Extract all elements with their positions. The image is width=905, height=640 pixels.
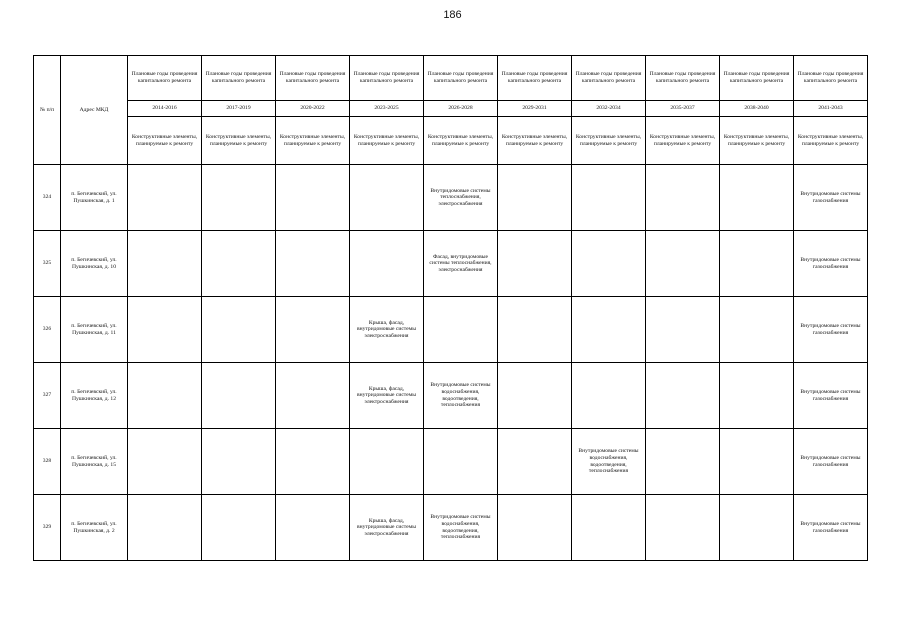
repair-elements-cell xyxy=(720,297,794,363)
repair-elements-cell: Крыша, фасад, внутридомовые системы электроснабжения xyxy=(350,495,424,561)
repair-elements-cell: Внутридомовые системы газоснабжения xyxy=(794,495,868,561)
repair-elements-cell: Внутридомовые системы газоснабжения xyxy=(794,363,868,429)
period-years-header: Плановые годы проведения капитального ремонта xyxy=(128,56,202,101)
num-column-header: № п/п xyxy=(34,56,61,165)
page-number: 186 xyxy=(443,9,462,21)
repair-elements-cell xyxy=(720,165,794,231)
repair-elements-cell xyxy=(276,363,350,429)
repair-elements-cell xyxy=(128,429,202,495)
repair-elements-cell xyxy=(720,495,794,561)
row-number-cell: 328 xyxy=(34,429,61,495)
table-header xyxy=(34,56,868,165)
period-range-header: 2038-2040 xyxy=(720,101,794,117)
repair-elements-cell: Крыша, фасад, внутридомовые системы электроснабжения xyxy=(350,297,424,363)
row-number-cell: 324 xyxy=(34,165,61,231)
row-number-cell: 325 xyxy=(34,231,61,297)
period-range-header: 2035-2037 xyxy=(646,101,720,117)
repair-elements-cell: Внутридомовые системы водоснабжения, водоотведения, теплоснабжения xyxy=(572,429,646,495)
repair-elements-cell xyxy=(646,165,720,231)
period-years-header: Плановые годы проведения капитального ремонта xyxy=(350,56,424,101)
period-range-header: 2029-2031 xyxy=(498,101,572,117)
address-cell: п. Бегичевский, ул. Пушкинская, д. 10 xyxy=(61,231,128,297)
period-elements-header: Конструктивные элементы, планируемые к ремонту xyxy=(646,117,720,165)
repair-elements-cell xyxy=(572,231,646,297)
repair-elements-cell xyxy=(128,363,202,429)
repair-elements-cell xyxy=(498,297,572,363)
repair-elements-cell xyxy=(646,231,720,297)
repair-elements-cell xyxy=(646,495,720,561)
repair-elements-cell xyxy=(202,429,276,495)
repair-elements-cell xyxy=(498,363,572,429)
period-range-header: 2017-2019 xyxy=(202,101,276,117)
period-years-header: Плановые годы проведения капитального ремонта xyxy=(202,56,276,101)
repair-elements-cell: Внутридомовые системы газоснабжения xyxy=(794,429,868,495)
repair-elements-cell xyxy=(202,231,276,297)
repair-elements-cell xyxy=(424,297,498,363)
address-cell: п. Бегичевский, ул. Пушкинская, д. 2 xyxy=(61,495,128,561)
repair-elements-cell xyxy=(276,231,350,297)
repair-elements-cell: Внутридомовые системы газоснабжения xyxy=(794,297,868,363)
repair-elements-cell xyxy=(572,297,646,363)
repair-elements-cell xyxy=(646,429,720,495)
row-number-cell: 329 xyxy=(34,495,61,561)
repair-elements-cell xyxy=(720,363,794,429)
period-years-header: Плановые годы проведения капитального ремонта xyxy=(794,56,868,101)
repair-elements-cell: Внутридомовые системы газоснабжения xyxy=(794,231,868,297)
period-elements-header: Конструктивные элементы, планируемые к ремонту xyxy=(128,117,202,165)
period-years-header: Плановые годы проведения капитального ремонта xyxy=(498,56,572,101)
repair-elements-cell xyxy=(572,165,646,231)
table-row xyxy=(34,297,868,363)
address-cell: п. Бегичевский, ул. Пушкинская, д. 12 xyxy=(61,363,128,429)
period-elements-header: Конструктивные элементы, планируемые к ремонту xyxy=(276,117,350,165)
address-cell: п. Бегичевский, ул. Пушкинская, д. 15 xyxy=(61,429,128,495)
repair-elements-cell xyxy=(498,165,572,231)
repair-elements-cell xyxy=(572,363,646,429)
repair-elements-cell xyxy=(350,165,424,231)
repair-elements-cell xyxy=(202,165,276,231)
period-range-header: 2014-2016 xyxy=(128,101,202,117)
period-elements-header: Конструктивные элементы, планируемые к ремонту xyxy=(350,117,424,165)
repair-elements-cell xyxy=(720,429,794,495)
repair-elements-cell xyxy=(498,495,572,561)
repair-elements-cell xyxy=(498,231,572,297)
repair-elements-cell xyxy=(202,297,276,363)
period-years-header: Плановые годы проведения капитального ремонта xyxy=(572,56,646,101)
repair-elements-cell xyxy=(646,363,720,429)
period-years-header: Плановые годы проведения капитального ремонта xyxy=(276,56,350,101)
period-range-header: 2023-2025 xyxy=(350,101,424,117)
address-column-header: Адрес МКД xyxy=(61,56,128,165)
period-elements-header: Конструктивные элементы, планируемые к ремонту xyxy=(720,117,794,165)
repair-elements-cell: Внутридомовые системы теплоснабжения, электроснабжения xyxy=(424,165,498,231)
table-row xyxy=(34,429,868,495)
repair-elements-cell xyxy=(276,429,350,495)
period-range-header: 2041-2043 xyxy=(794,101,868,117)
period-elements-header: Конструктивные элементы, планируемые к ремонту xyxy=(572,117,646,165)
repair-elements-cell: Фасад, внутридомовые системы теплоснабжения, электроснабжения xyxy=(424,231,498,297)
repair-elements-cell: Внутридомовые системы газоснабжения xyxy=(794,165,868,231)
table-row xyxy=(34,231,868,297)
table-row xyxy=(34,495,868,561)
repair-elements-cell xyxy=(276,297,350,363)
repair-elements-cell xyxy=(424,429,498,495)
row-number-cell: 326 xyxy=(34,297,61,363)
period-years-header: Плановые годы проведения капитального ремонта xyxy=(646,56,720,101)
repair-elements-cell: Внутридомовые системы водоснабжения, водоотведения, теплоснабжения xyxy=(424,363,498,429)
repair-elements-cell xyxy=(276,495,350,561)
repair-elements-cell xyxy=(202,363,276,429)
period-years-header: Плановые годы проведения капитального ремонта xyxy=(424,56,498,101)
repair-elements-cell xyxy=(128,231,202,297)
row-number-cell: 327 xyxy=(34,363,61,429)
address-cell: п. Бегичевский, ул. Пушкинская, д. 11 xyxy=(61,297,128,363)
repair-elements-cell xyxy=(276,165,350,231)
period-range-header: 2026-2028 xyxy=(424,101,498,117)
repair-elements-cell xyxy=(128,297,202,363)
repair-elements-cell xyxy=(128,165,202,231)
period-elements-header: Конструктивные элементы, планируемые к ремонту xyxy=(794,117,868,165)
repair-elements-cell xyxy=(572,495,646,561)
period-elements-header: Конструктивные элементы, планируемые к ремонту xyxy=(498,117,572,165)
period-elements-header: Конструктивные элементы, планируемые к ремонту xyxy=(202,117,276,165)
period-years-header: Плановые годы проведения капитального ремонта xyxy=(720,56,794,101)
period-range-header: 2032-2034 xyxy=(572,101,646,117)
repair-elements-cell: Крыша, фасад, внутридомовые системы электроснабжения xyxy=(350,363,424,429)
period-range-header: 2020-2022 xyxy=(276,101,350,117)
repair-elements-cell xyxy=(350,231,424,297)
capital-repair-table xyxy=(33,55,868,561)
period-elements-header: Конструктивные элементы, планируемые к ремонту xyxy=(424,117,498,165)
repair-elements-cell xyxy=(128,495,202,561)
repair-elements-cell xyxy=(350,429,424,495)
address-cell: п. Бегичевский, ул. Пушкинская, д. 1 xyxy=(61,165,128,231)
repair-elements-cell xyxy=(720,231,794,297)
repair-elements-cell: Внутридомовые системы водоснабжения, водоотведения, теплоснабжения xyxy=(424,495,498,561)
table-row xyxy=(34,363,868,429)
repair-elements-cell xyxy=(646,297,720,363)
table-body xyxy=(34,165,868,561)
repair-elements-cell xyxy=(498,429,572,495)
repair-elements-cell xyxy=(202,495,276,561)
table-row xyxy=(34,165,868,231)
